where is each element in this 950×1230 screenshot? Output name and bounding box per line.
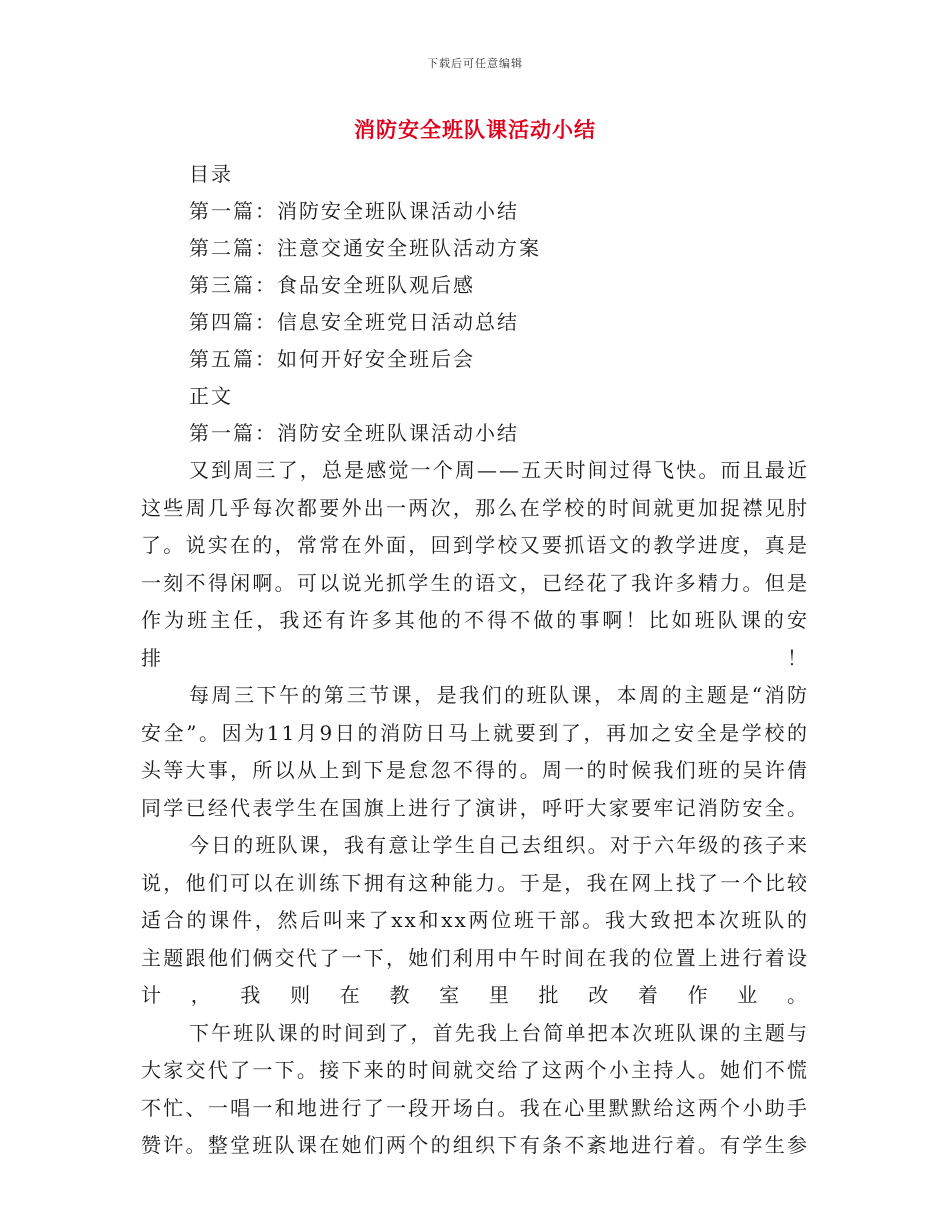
paragraph: 每周三下午的第三节课，是我们的班队课，本周的主题是“消防安全”。因为11月9日的消防日马上就要到了，再加之安全是学校的头等大事，所以从上到下是怠忽不得的。周一的时候我们班的吴许倩同学已经代表学生在国旗上进行了演讲，呼吁大家要牢记消防安全。 — [141, 683, 809, 820]
body-heading: 正文 — [189, 384, 233, 408]
toc-item: 第四篇：信息安全班党日活动总结 — [189, 310, 519, 334]
toc-item: 第三篇：食品安全班队观后感 — [189, 273, 475, 297]
table-of-contents — [189, 156, 829, 452]
body-text — [141, 452, 809, 1165]
toc-heading: 目录 — [189, 162, 233, 186]
toc-item: 第二篇：注意交通安全班队活动方案 — [189, 236, 541, 260]
document-title: 消防安全班队课活动小结 — [354, 117, 596, 142]
paragraph: 今日的班队课，我有意让学生自己去组织。对于六年级的孩子来说，他们可以在训练下拥有这种能力。于是，我在网上找了一个比较适合的课件，然后叫来了xx和xx两位班干部。我大致把本次班队的主题跟他们俩交代了一下，她们利用中午时间在我的位置上进行着设计，我则在教室里批改着作业。 — [141, 833, 809, 1007]
paragraph: 下午班队课的时间到了，首先我上台简单把本次班队课的主题与大家交代了一下。接下来的时间就交给了这两个小主持人。她们不慌不忙、一唱一和地进行了一段开场白。我在心里默默给这两个小助手赞许。整堂班队课在她们两个的组织下有条不紊地进行着。有学生参 — [141, 1020, 809, 1157]
section-heading: 第一篇：消防安全班队课活动小结 — [189, 421, 519, 445]
paragraph: 又到周三了，总是感觉一个周——五天时间过得飞快。而且最近这些周几乎每次都要外出一两次，那么在学校的时间就更加捉襟见肘了。说实在的，常常在外面，回到学校又要抓语文的教学进度，真是一刻不得闲啊。可以说光抓学生的语文，已经花了我许多精力。但是作为班主任，我还有许多其他的不得不做的事啊！比如班队课的安排！ — [141, 458, 809, 670]
toc-item: 第五篇：如何开好安全班后会 — [189, 347, 475, 371]
page-header-note: 下载后可任意编辑 — [427, 57, 523, 70]
toc-item: 第一篇：消防安全班队课活动小结 — [189, 199, 519, 223]
